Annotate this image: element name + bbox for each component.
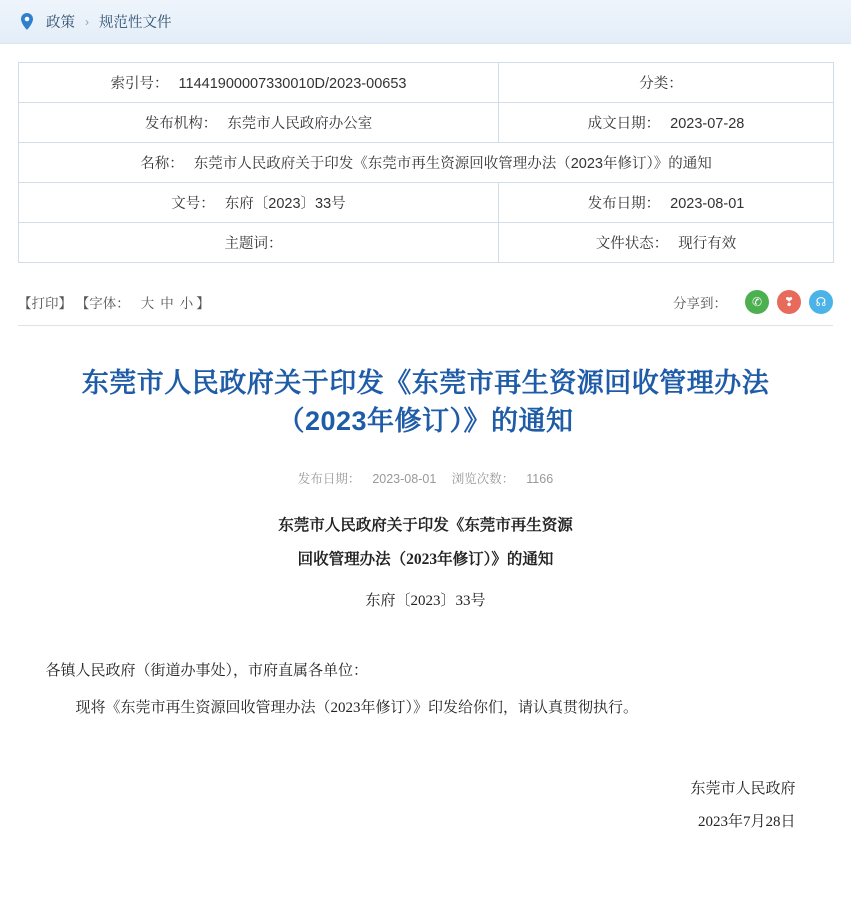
info-label-written-date: 成文日期： xyxy=(587,116,661,132)
info-value-doc-no: 东府〔2023〕33号 xyxy=(224,196,346,212)
publish-date-value: 2023-08-01 xyxy=(372,471,437,486)
document-tools-bar xyxy=(18,279,833,325)
info-value-status: 现行有效 xyxy=(678,236,737,252)
info-cell-status xyxy=(499,223,834,263)
article xyxy=(46,326,806,839)
weibo-icon[interactable]: ❣ xyxy=(777,290,801,314)
tools-left-group xyxy=(18,292,226,312)
article-subtitle xyxy=(46,509,806,577)
font-size-group xyxy=(76,296,218,311)
publish-date-label: 发布日期： xyxy=(297,471,361,486)
info-value-publish-date: 2023-08-01 xyxy=(670,196,745,212)
article-subtitle-line-2: 回收管理办法（2023年修订）》的通知 xyxy=(297,550,554,568)
info-label-index: 索引号： xyxy=(110,76,169,92)
article-subtitle-line-1: 东莞市人民政府关于印发《东莞市再生资源 xyxy=(278,516,573,534)
info-label-publish-date: 发布日期： xyxy=(587,196,661,212)
font-size-suffix: 】 xyxy=(196,296,210,311)
info-cell-agency xyxy=(19,103,499,143)
qq-icon[interactable]: ☊ xyxy=(809,290,833,314)
info-cell-publish-date xyxy=(499,183,834,223)
table-row xyxy=(19,183,834,223)
print-button[interactable]: 【打印】 xyxy=(18,296,72,311)
wechat-icon[interactable]: ✆ xyxy=(745,290,769,314)
info-cell-keywords xyxy=(19,223,499,263)
info-label-agency: 发布机构： xyxy=(144,116,218,132)
table-row xyxy=(19,103,834,143)
info-value-name: 东莞市人民政府关于印发《东莞市再生资源回收管理办法（2023年修订）》的通知 xyxy=(193,156,712,172)
info-cell-doc-no xyxy=(19,183,499,223)
font-size-small-button[interactable]: 小 xyxy=(179,296,194,311)
breadcrumb-separator-icon: › xyxy=(85,14,89,29)
table-row xyxy=(19,143,834,183)
views-count: 1166 xyxy=(526,471,554,486)
info-label-doc-no: 文号： xyxy=(171,196,215,212)
article-paragraph-salutation: 各镇人民政府（街道办事处），市府直属各单位： xyxy=(45,662,369,679)
article-signoff xyxy=(46,773,806,839)
table-row xyxy=(19,63,834,103)
info-cell-category xyxy=(499,63,834,103)
signoff-issuer: 东莞市人民政府 xyxy=(690,780,796,797)
signoff-date: 2023年7月28日 xyxy=(697,813,796,830)
info-cell-written-date xyxy=(499,103,834,143)
font-size-medium-button[interactable]: 中 xyxy=(160,296,174,311)
font-size-prefix: 【字体： xyxy=(75,296,130,311)
document-info-table-wrap xyxy=(0,44,851,263)
info-value-index: 11441900007330010D/2023-00653 xyxy=(178,76,407,92)
article-body xyxy=(46,656,806,725)
info-cell-index xyxy=(19,63,499,103)
share-label: 分享到： xyxy=(673,296,727,311)
breadcrumb xyxy=(0,0,851,44)
info-label-status: 文件状态： xyxy=(595,236,669,252)
info-cell-name xyxy=(19,143,834,183)
location-pin-icon xyxy=(18,13,36,31)
table-row xyxy=(19,223,834,263)
page-title: 东莞市人民政府关于印发《东莞市再生资源回收管理办法（2023年修订）》的通知 xyxy=(81,368,770,437)
info-label-keywords: 主题词： xyxy=(224,236,283,252)
article-paragraph-1: 现将《东莞市再生资源回收管理办法（2023年修订）》印发给你们，请认真贯彻执行。 xyxy=(75,700,639,717)
breadcrumb-item-current: 规范性文件 xyxy=(99,15,172,31)
share-group xyxy=(673,290,833,314)
breadcrumb-item-policy[interactable]: 政策 xyxy=(46,15,75,31)
views-label: 浏览次数： xyxy=(451,471,515,486)
info-label-name: 名称： xyxy=(140,156,184,172)
info-value-agency: 东莞市人民政府办公室 xyxy=(227,116,373,132)
font-size-large-button[interactable]: 大 xyxy=(140,296,155,311)
document-info-table xyxy=(18,62,834,263)
info-value-written-date: 2023-07-28 xyxy=(670,116,745,132)
article-doc-number: 东府〔2023〕33号 xyxy=(365,592,486,609)
info-label-category: 分类： xyxy=(639,76,683,92)
article-meta xyxy=(46,469,806,487)
